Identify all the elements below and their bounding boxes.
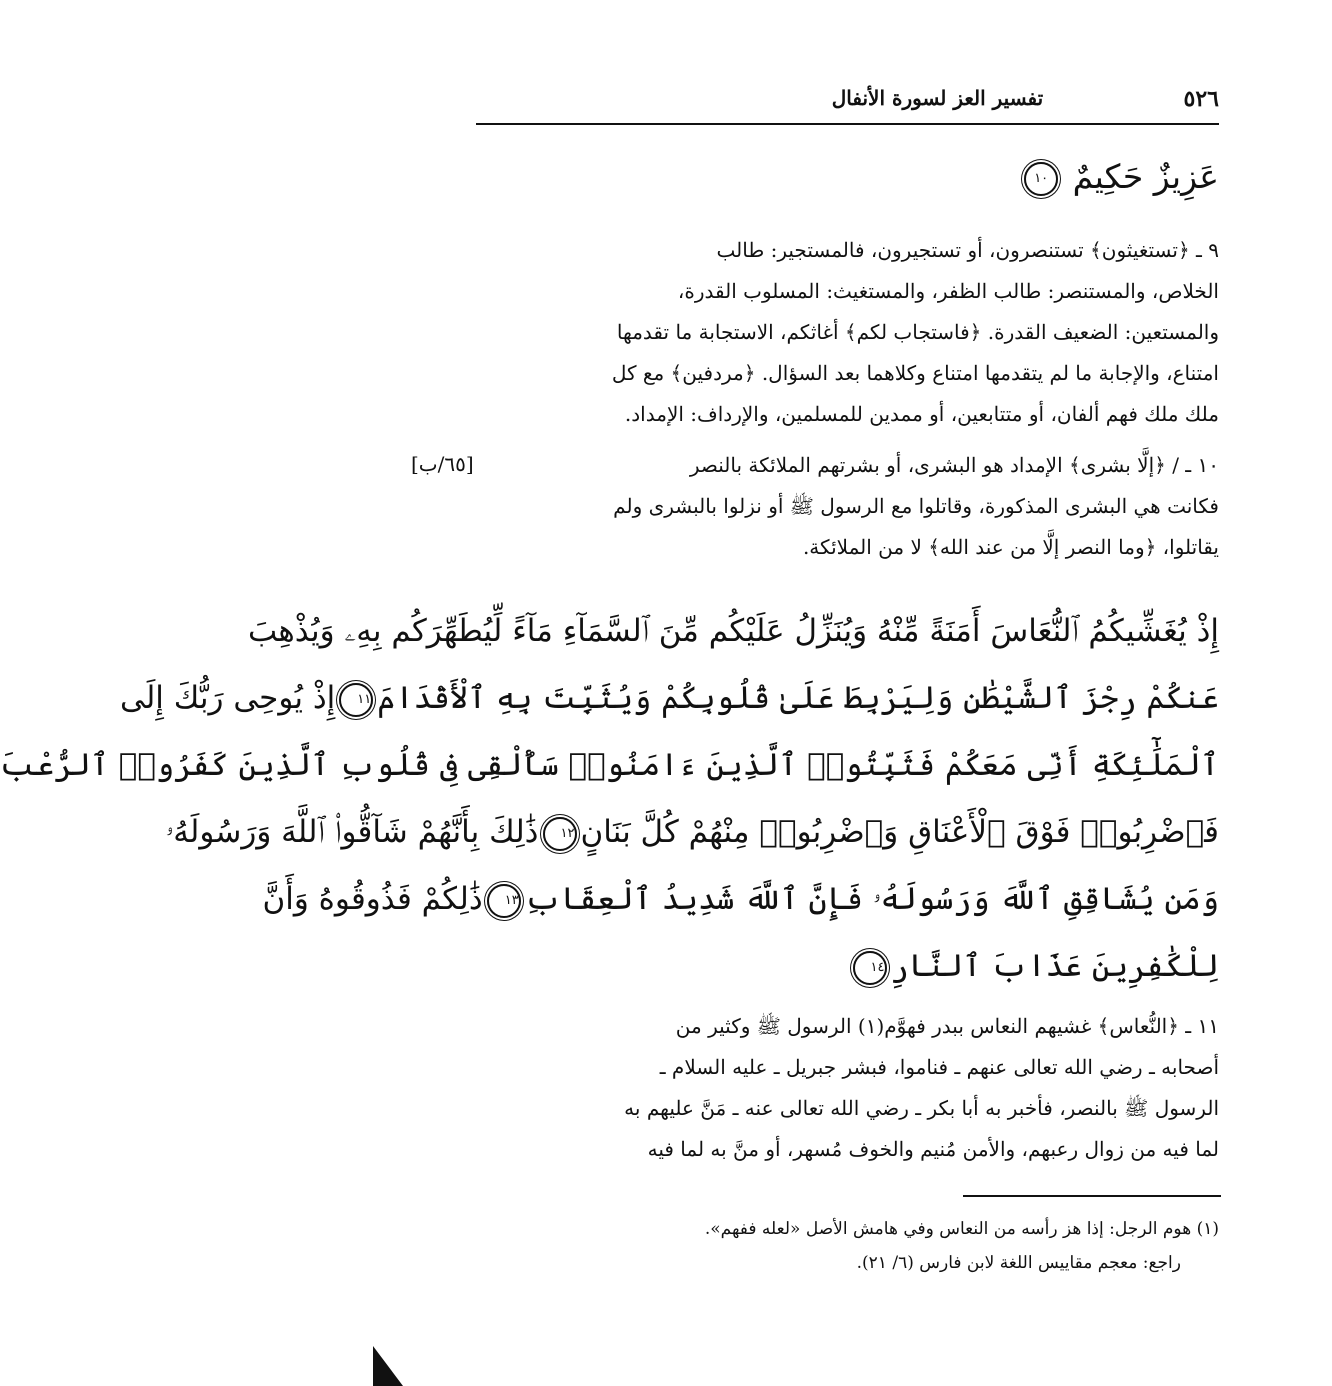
text-line: ملك ملك فهم ألفان، أو متتابعين، أو ممدين للمسلمين، والإرداف: الإمداد. — [624, 402, 1219, 426]
quran-verses-block — [0, 598, 1219, 1000]
ayah-number-mark: ١١ — [339, 683, 373, 717]
text-line: لما فيه من زوال رعبهم، والأمن مُنيم والخوف مُسهر، أو منَّ به لما فيه — [647, 1137, 1219, 1161]
text-line: يقاتلوا، ﴿وما النصر إلَّا من عند الله﴾ لا من الملائكة. — [802, 535, 1219, 559]
verse-text: عَزِيزٌ حَكِيمٌ — [1072, 157, 1219, 196]
footnote-1-reference: راجع: معجم مقاييس اللغة لابن فارس (٦/ ٢١). — [856, 1253, 1181, 1273]
top-verse — [476, 157, 1219, 196]
text-line: ١٠ ـ / ﴿إلَّا بشرى﴾ الإمداد هو البشرى، أو بشرتهم الملائكة بالنصر — [689, 453, 1219, 477]
verse-text: ذَٰلِكُمْ فَذُوقُوهُ وَأَنَّ — [262, 881, 483, 917]
footnotes — [476, 1212, 1219, 1280]
footnote-rule — [963, 1195, 1221, 1197]
running-header — [476, 86, 1219, 126]
ayah-number-mark: ١٣ — [487, 884, 521, 918]
verse-line — [165, 799, 1219, 866]
verse-line — [247, 598, 1219, 665]
page-number: ٥٢٦ — [1183, 86, 1219, 112]
ayah-number-mark: ١٠ — [1024, 162, 1058, 196]
verse-text: عَنكُمْ رِجْزَ ٱلشَّيْطَٰنِ وَلِيَرْبِطَ عَلَىٰ قُلُوبِكُمْ وَيُثَبِّتَ بِهِ ٱلْأَقْدَامَ — [377, 680, 1219, 716]
text-line: أصحابه ـ رضي الله تعالى عنهم ـ فناموا، فبشر جبريل ـ عليه السلام ـ — [659, 1055, 1219, 1079]
text-line: والمستعين: الضعيف القدرة. ﴿فاستجاب لكم﴾ أغاثكم، الاستجابة ما تقدمها — [616, 320, 1219, 344]
manuscript-folio-ref: [٦٥/ب] — [411, 452, 474, 476]
verse-line — [476, 933, 1219, 1000]
ayah-number-mark: ١٤ — [853, 951, 887, 985]
running-title: تفسير العز لسورة الأنفال — [831, 86, 1044, 110]
verse-line — [0, 732, 1219, 799]
text-line: ١١ ـ ﴿النُّعاس﴾ غشيهم النعاس ببدر فهوَّم(١) الرسول ﷺ وكثير من — [675, 1014, 1219, 1038]
text-line: الرسول ﷺ بالنصر، فأخبر به أبا بكر ـ رضي الله تعالى عنه ـ مَنَّ عليهم به — [624, 1096, 1219, 1120]
verse-text: ذَٰلِكَ بِأَنَّهُمْ شَآقُّوا۟ ٱللَّهَ وَرَسُولَهُۥ — [165, 814, 539, 850]
verse-text: لِلْكَٰفِرِينَ عَذَابَ ٱلنَّارِ — [890, 948, 1219, 984]
ayah-number-mark: ١٢ — [543, 817, 577, 851]
commentary-paragraph-9 — [476, 230, 1219, 435]
text-line: امتناع، والإجابة ما لم يتقدمها امتناع وكلاهما بعد السؤال. ﴿مردفين﴾ مع كل — [611, 361, 1219, 385]
verse-text: ٱلْمَلَٰٓئِكَةِ أَنِّى مَعَكُمْ فَثَبِّتُوا۟ ٱلَّذِينَ ءَامَنُوا۟ سَأُلْقِى فِى قُلُوبِ ٱلَّذِينَ كَفَرُوا۟ ٱلرُّعْبَ — [0, 747, 1219, 783]
commentary-paragraph-11 — [476, 1006, 1219, 1170]
verse-line — [262, 866, 1219, 933]
text-line: ٩ ـ ﴿تستغيثون﴾ تستنصرون، أو تستجيرون، فالمستجير: طالب — [716, 238, 1219, 262]
text-line: الخلاص، والمستنصر: طالب الظفر، والمستغيث: المسلوب القدرة، — [677, 279, 1219, 303]
verse-text: إِذْ يُغَشِّيكُمُ ٱلنُّعَاسَ أَمَنَةً مِّنْهُ وَيُنَزِّلُ عَلَيْكُم مِّنَ ٱلسَّمَآءِ مَآءً لِّيُطَهِّرَكُم بِهِۦ وَيُذْهِبَ — [247, 613, 1219, 649]
header-rule — [476, 123, 1219, 125]
verse-text: إِذْ يُوحِى رَبُّكَ إِلَى — [120, 680, 336, 716]
verse-text: فَٱضْرِبُوا۟ فَوْقَ ٱلْأَعْنَاقِ وَٱضْرِبُوا۟ مِنْهُمْ كُلَّ بَنَانٍ — [580, 814, 1219, 850]
verse-text: وَمَن يُشَاقِقِ ٱللَّهَ وَرَسُولَهُۥ فَإِنَّ ٱللَّهَ شَدِيدُ ٱلْعِقَابِ — [524, 881, 1219, 917]
corner-triangle-mark — [373, 1346, 403, 1386]
footnote-1: (١) هوم الرجل: إذا هز رأسه من النعاس وفي هامش الأصل «لعله ففهم». — [704, 1219, 1219, 1239]
commentary-paragraph-10 — [476, 445, 1219, 568]
text-line: فكانت هي البشرى المذكورة، وقاتلوا مع الرسول ﷺ أو نزلوا بالبشرى ولم — [613, 494, 1219, 518]
verse-line — [120, 665, 1219, 732]
